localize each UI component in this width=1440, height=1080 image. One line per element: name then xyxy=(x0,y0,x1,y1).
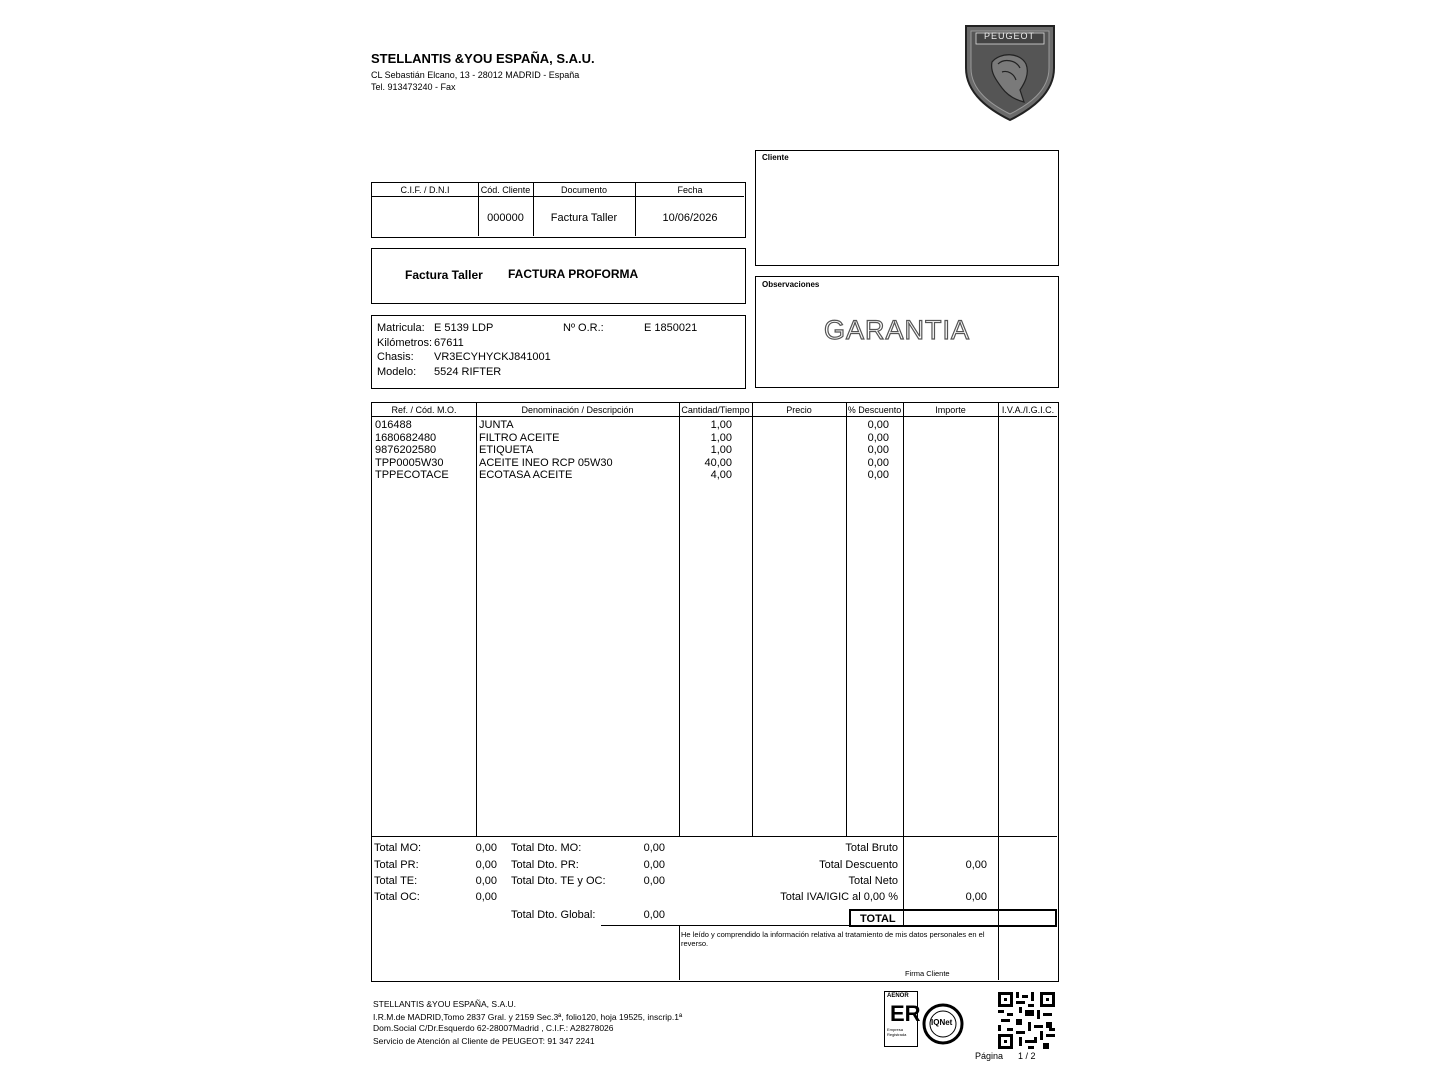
total-te-label: Total TE: xyxy=(374,875,418,887)
footer-address: Dom.Social C/Dr.Esquerdo 62-28007Madrid , C.I.F.: A28278026 xyxy=(373,1023,614,1033)
row-qty: 1,00 xyxy=(710,444,732,456)
total-iva-value: 0,00 xyxy=(965,891,987,903)
total-descuento-value: 0,00 xyxy=(965,859,987,871)
total-oc-label: Total OC: xyxy=(374,891,420,903)
aenor-sub: Empresa Registrada xyxy=(887,1027,907,1037)
garantia-stamp: GARANTIA xyxy=(824,315,971,345)
lines-table xyxy=(371,402,1059,982)
chasis-label: Chasis: xyxy=(377,351,414,363)
documento-value: Factura Taller xyxy=(550,212,618,224)
page-number: 1 / 2 xyxy=(1018,1051,1036,1061)
col-cod-cliente: Cód. Cliente xyxy=(480,185,531,195)
dto-mo-value: 0,00 xyxy=(643,842,665,854)
iqnet-logo xyxy=(922,1003,964,1045)
total-neto-label: Total Neto xyxy=(848,875,898,887)
dto-global-value: 0,00 xyxy=(643,909,665,921)
or-label: Nº O.R.: xyxy=(563,322,604,334)
col-importe: Importe xyxy=(935,405,966,415)
total-mo-label: Total MO: xyxy=(374,842,422,854)
title-right: FACTURA PROFORMA xyxy=(508,267,639,281)
row-qty: 4,00 xyxy=(710,469,732,481)
title-box xyxy=(371,248,746,304)
fecha-value: 10/06/2026 xyxy=(662,212,718,224)
row-qty: 40,00 xyxy=(704,456,732,469)
total-descuento-label: Total Descuento xyxy=(819,859,898,871)
row-desc: ETIQUETA xyxy=(479,444,534,456)
row-ref: 1680682480 xyxy=(375,431,437,444)
total-mo-value: 0,00 xyxy=(475,842,497,854)
aenor-logo xyxy=(884,991,921,1047)
dto-te-value: 0,00 xyxy=(643,875,665,887)
row-desc: ECOTASA ACEITE xyxy=(479,469,573,481)
dto-pr-label: Total Dto. PR: xyxy=(511,859,579,871)
company-name: STELLANTIS &YOU ESPAÑA, S.A.U. xyxy=(371,51,595,66)
observaciones-label: Observaciones xyxy=(762,280,820,289)
dto-global-label: Total Dto. Global: xyxy=(511,909,596,921)
cliente-label: Cliente xyxy=(762,153,789,162)
or-value: E 1850021 xyxy=(644,322,698,334)
chasis-value: VR3ECYHYCKJ841001 xyxy=(434,351,551,363)
total-box xyxy=(849,909,1057,927)
row-dto: 0,00 xyxy=(867,419,889,431)
total-te-value: 0,00 xyxy=(475,875,497,887)
col-fecha: Fecha xyxy=(677,185,703,195)
total-oc-value: 0,00 xyxy=(475,891,497,903)
logo-text: PEUGEOT xyxy=(984,31,1036,41)
aenor-text: AENOR xyxy=(887,993,909,999)
total-pr-label: Total PR: xyxy=(374,859,419,871)
total-bruto-label: Total Bruto xyxy=(845,842,898,854)
title-left: Factura Taller xyxy=(405,268,483,282)
total-iva-label: Total IVA/IGIC al 0,00 % xyxy=(780,891,898,903)
matricula-value: E 5139 LDP xyxy=(434,322,494,334)
aenor-er-icon: ER xyxy=(890,1001,921,1026)
footer-service: Servicio de Atención al Cliente de PEUGEOT: 91 347 2241 xyxy=(373,1036,595,1046)
row-ref: 9876202580 xyxy=(375,444,437,456)
row-qty: 1,00 xyxy=(710,419,732,431)
row-dto: 0,00 xyxy=(867,456,889,469)
row-qty: 1,00 xyxy=(710,431,732,444)
document-header-table xyxy=(371,182,746,238)
col-descripcion: Denominación / Descripción xyxy=(521,405,634,415)
qr-code-icon xyxy=(998,992,1055,1049)
iqnet-text: IQNet xyxy=(931,1018,953,1027)
company-address: CL Sebastián Elcano, 13 - 28012 MADRID - España xyxy=(371,70,580,80)
page-label: Página xyxy=(975,1051,1004,1061)
row-dto: 0,00 xyxy=(867,431,889,444)
firma-cliente: Firma Cliente xyxy=(905,969,950,978)
km-value: 67611 xyxy=(434,337,464,349)
col-ref: Ref. / Cód. M.O. xyxy=(391,405,457,415)
matricula-label: Matricula: xyxy=(377,322,425,334)
row-desc: ACEITE INEO RCP 05W30 xyxy=(479,456,613,469)
vehicle-box xyxy=(371,315,746,389)
col-cif: C.I.F. / D.N.I xyxy=(400,185,450,195)
col-iva: I.V.A./I.G.I.C. xyxy=(1001,405,1055,415)
cod-cliente-value: 000000 xyxy=(487,212,524,224)
modelo-value: 5524 RIFTER xyxy=(434,366,502,378)
col-descuento: % Descuento xyxy=(847,405,902,415)
km-label: Kilómetros: xyxy=(377,337,433,349)
company-phone: Tel. 913473240 - Fax xyxy=(371,82,456,92)
col-precio: Precio xyxy=(786,405,812,415)
modelo-label: Modelo: xyxy=(377,366,417,378)
row-ref: TPP0005W30 xyxy=(375,456,444,469)
dto-mo-label: Total Dto. MO: xyxy=(511,842,582,854)
row-desc: FILTRO ACEITE xyxy=(479,431,560,444)
row-desc: JUNTA xyxy=(479,419,514,431)
row-dto: 0,00 xyxy=(867,469,889,481)
dto-te-label: Total Dto. TE y OC: xyxy=(511,875,606,887)
row-ref: TPPECOTACE xyxy=(375,469,449,481)
col-cantidad: Cantidad/Tiempo xyxy=(681,405,750,415)
observaciones-box xyxy=(755,276,1059,388)
col-documento: Documento xyxy=(560,185,608,195)
total-label: TOTAL xyxy=(860,913,896,925)
row-ref: 016488 xyxy=(375,419,412,431)
peugeot-logo xyxy=(962,22,1058,122)
cliente-box xyxy=(755,150,1059,266)
footer-registry: I.R.M.de MADRID,Tomo 2837 Gral. y 2159 Sec.3ª, folio120, hoja 19525, inscrip.1ª xyxy=(373,1012,683,1022)
dto-pr-value: 0,00 xyxy=(643,859,665,871)
total-pr-value: 0,00 xyxy=(475,859,497,871)
row-dto: 0,00 xyxy=(867,444,889,456)
footer-company: STELLANTIS &YOU ESPAÑA, S.A.U. xyxy=(373,999,516,1009)
privacy-text: He leído y comprendido la información relativa al tratamiento de mis datos personales en el reverso. xyxy=(681,930,985,948)
